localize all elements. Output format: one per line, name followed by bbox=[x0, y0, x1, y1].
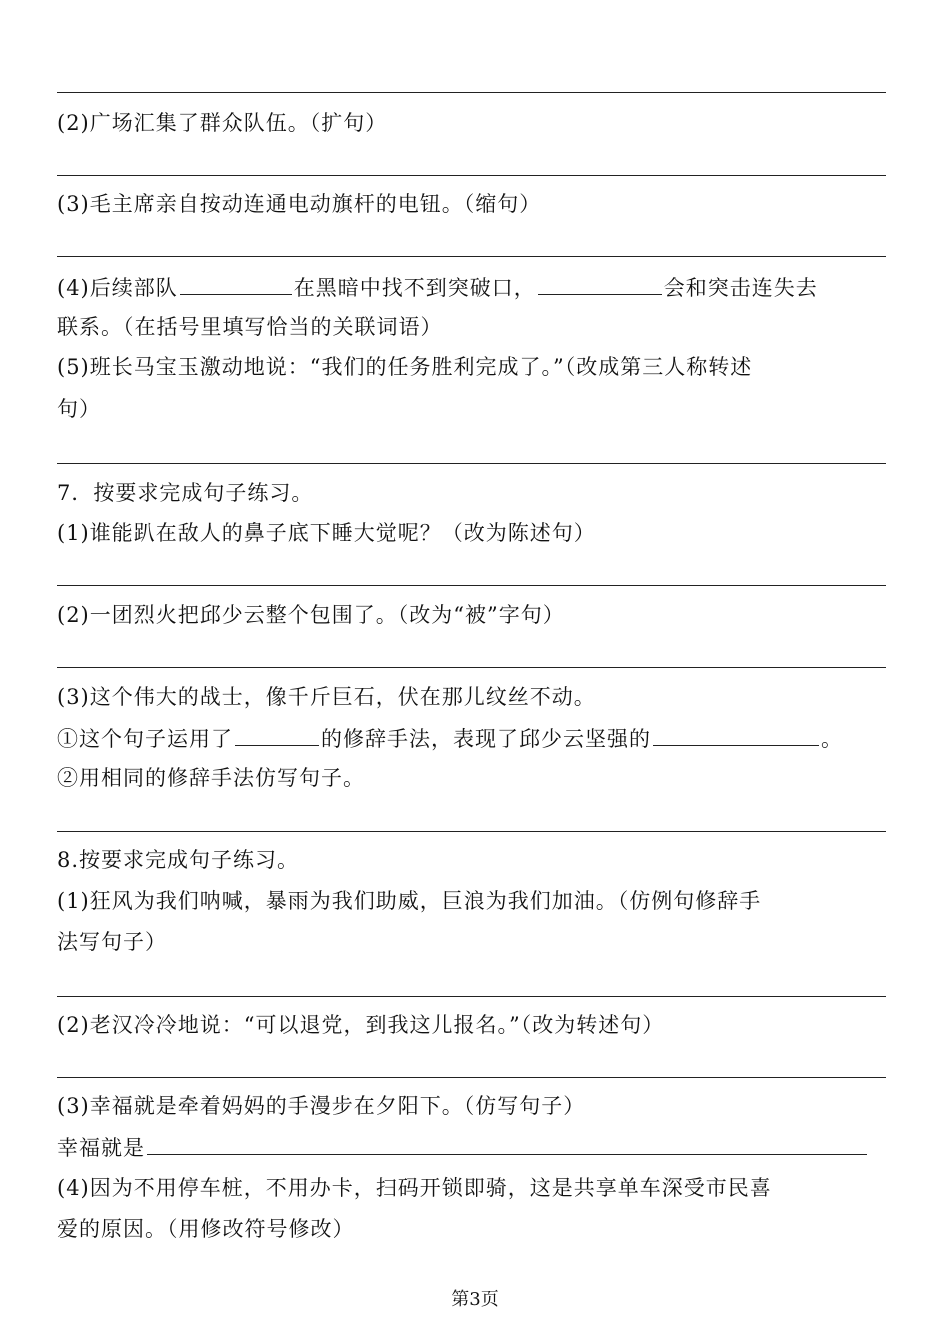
page-number: 第3页 bbox=[451, 1289, 499, 1310]
question-6-4-part2: 在黑暗中找不到突破口， bbox=[293, 276, 536, 300]
sub1-part2: 的修辞手法，表现了邱少云坚强的 bbox=[321, 727, 651, 751]
question-8-1-line1: (1)狂风为我们呐喊，暴雨为我们助威，巨浪为我们加油。（仿例句修辞手 bbox=[57, 889, 762, 913]
fill-blank[interactable] bbox=[180, 272, 292, 295]
answer-line bbox=[57, 92, 886, 93]
question-6-5-line1: (5)班长马宝玉激动地说：“我们的任务胜利完成了。”（改成第三人称转述 bbox=[57, 355, 753, 379]
answer-line bbox=[57, 1077, 886, 1078]
question-6-4-line2: 联系。（在括号里填写恰当的关联词语） bbox=[57, 315, 443, 339]
answer-line bbox=[57, 175, 886, 176]
answer-line bbox=[57, 585, 886, 586]
question-8-4-line2: 爱的原因。（用修改符号修改） bbox=[57, 1217, 355, 1241]
answer-line bbox=[57, 996, 886, 997]
question-7-title: 7．按要求完成句子练习。 bbox=[57, 481, 314, 505]
question-7-2: (2)一团烈火把邱少云整个包围了。（改为“被”字句） bbox=[57, 603, 565, 627]
fill-blank[interactable] bbox=[235, 723, 319, 746]
question-7-3-sub1 bbox=[57, 723, 843, 754]
question-8-3-answer bbox=[57, 1132, 869, 1163]
question-7-1: (1)谁能趴在敌人的鼻子底下睡大觉呢？（改为陈述句） bbox=[57, 521, 596, 545]
answer-line bbox=[57, 256, 886, 257]
sub1-part3: 。 bbox=[821, 727, 843, 751]
question-6-3: (3)毛主席亲自按动连通电动旗杆的电钮。（缩句） bbox=[57, 192, 542, 216]
question-8-3: (3)幸福就是牵着妈妈的手漫步在夕阳下。（仿写句子） bbox=[57, 1094, 586, 1118]
question-7-3-sub2: ②用相同的修辞手法仿写句子。 bbox=[57, 766, 365, 790]
question-6-4-part1: (4)后续部队 bbox=[57, 276, 178, 300]
question-6-5-line2: 句） bbox=[57, 397, 101, 421]
question-7-3: (3)这个伟大的战士，像千斤巨石，伏在那儿纹丝不动。 bbox=[57, 685, 596, 709]
question-6-2: (2)广场汇集了群众队伍。（扩句） bbox=[57, 111, 388, 135]
question-8-2: (2)老汉冷冷地说：“可以退党，到我这儿报名。”（改为转述句） bbox=[57, 1013, 665, 1037]
answer-prefix: 幸福就是 bbox=[57, 1136, 145, 1160]
answer-line bbox=[57, 463, 886, 464]
fill-blank[interactable] bbox=[653, 723, 819, 746]
fill-blank[interactable] bbox=[147, 1132, 867, 1155]
question-6-4 bbox=[57, 272, 818, 303]
sub1-part1: ①这个句子运用了 bbox=[57, 727, 233, 751]
question-8-1-line2: 法写句子） bbox=[57, 930, 167, 954]
question-8-4-line1: (4)因为不用停车桩，不用办卡，扫码开锁即骑，这是共享单车深受市民喜 bbox=[57, 1176, 772, 1200]
question-8-title: 8.按要求完成句子练习。 bbox=[57, 848, 300, 872]
fill-blank[interactable] bbox=[538, 272, 662, 295]
answer-line bbox=[57, 831, 886, 832]
answer-line bbox=[57, 667, 886, 668]
question-6-4-part3: 会和突击连失去 bbox=[663, 276, 818, 300]
